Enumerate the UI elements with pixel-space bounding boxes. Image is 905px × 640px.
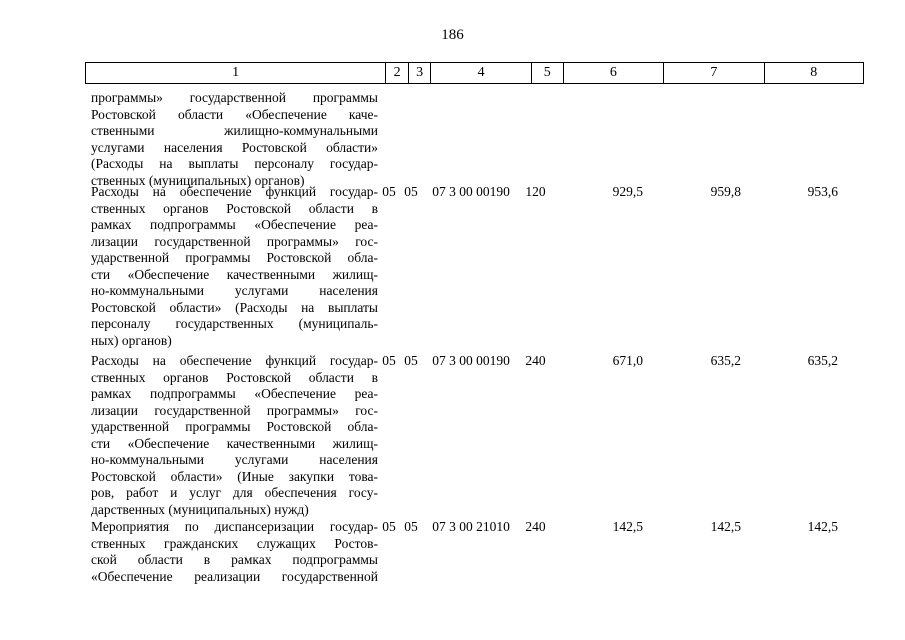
description-line: но-коммунальными услугами населения [91, 283, 378, 298]
description-line: ственных гражданских служащих Ростов- [91, 535, 378, 551]
column-header-7: 7 [664, 63, 764, 84]
description-line: Ростовской области» (Расходы на выплаты [91, 299, 378, 315]
description-line: услугами населения Ростовской области» [91, 139, 378, 155]
column-header-8: 8 [764, 63, 863, 84]
description-line: лизации государственной программы» гос- [91, 233, 378, 249]
cell-target-code: 07 3 00 21010 [432, 519, 510, 534]
description-line: но-коммунальными услугами населения [91, 452, 378, 467]
cell-amount-1: 671,0 [612, 353, 643, 368]
description-line: персоналу государственных (муниципаль- [91, 316, 378, 331]
description-line: Расходы на обеспечение функций государ- [91, 184, 378, 199]
row-description [85, 519, 378, 589]
table-body [85, 90, 864, 589]
cell-expense-type: 120 [525, 184, 546, 199]
column-header-table [85, 62, 864, 84]
description-line: Ростовской области «Обеспечение каче- [91, 106, 378, 122]
description-line: дарственных (муниципальных) нужд) [91, 501, 309, 517]
cell-amount-3: 953,6 [807, 184, 838, 199]
table-row [85, 353, 864, 519]
description-line: Расходы на обеспечение функций государ- [91, 353, 378, 368]
column-header-4: 4 [431, 63, 531, 84]
description-line: Мероприятия по диспансеризации государ- [91, 519, 378, 534]
cell-amount-1: 929,5 [612, 184, 643, 199]
description-line: сти «Обеспечение качественными жилищ- [91, 435, 378, 451]
description-line: (Расходы на выплаты персоналу государ- [91, 156, 378, 171]
description-line: лизации государственной программы» гос- [91, 402, 378, 418]
page-number: 186 [441, 27, 464, 43]
cell-subsection: 05 [404, 519, 418, 534]
description-line: рамках подпрограммы «Обеспечение реа- [91, 386, 378, 401]
cell-amount-1: 142,5 [612, 519, 643, 534]
description-line: ных) органов) [91, 332, 172, 348]
description-line: «Обеспечение реализации государственной [91, 568, 378, 584]
cell-target-code: 07 3 00 00190 [432, 353, 510, 368]
description-line: сти «Обеспечение качественными жилищ- [91, 266, 378, 282]
column-header-5: 5 [531, 63, 563, 84]
cell-amount-2: 635,2 [710, 353, 741, 368]
description-line: ров, работ и услуг для обеспечения госу- [91, 485, 378, 500]
cell-subsection: 05 [404, 184, 418, 199]
cell-amount-2: 959,8 [710, 184, 741, 199]
description-line: ственными жилищно-коммунальными [91, 123, 378, 138]
column-header-1: 1 [86, 63, 386, 84]
description-line: ской области в рамках подпрограммы [91, 552, 378, 567]
description-line: ственных (муниципальных) органов) [91, 172, 305, 188]
column-header-6: 6 [563, 63, 663, 84]
description-line: Ростовской области» (Иные закупки това- [91, 468, 378, 484]
cell-section: 05 [382, 519, 396, 534]
cell-amount-3: 142,5 [807, 519, 838, 534]
description-line: ударственной программы Ростовской обла- [91, 419, 378, 434]
column-header-2: 2 [386, 63, 409, 84]
row-description [85, 184, 378, 353]
table-row [85, 184, 864, 353]
row-description [85, 353, 378, 519]
description-line: ударственной программы Ростовской обла- [91, 250, 378, 265]
column-header-3: 3 [408, 63, 431, 84]
cell-target-code: 07 3 00 00190 [432, 184, 510, 199]
row-description [85, 90, 378, 188]
cell-subsection: 05 [404, 353, 418, 368]
table-row [85, 90, 864, 188]
cell-expense-type: 240 [525, 519, 546, 534]
cell-amount-3: 635,2 [807, 353, 838, 368]
cell-section: 05 [382, 353, 396, 368]
table-row [85, 519, 864, 589]
cell-amount-2: 142,5 [710, 519, 741, 534]
description-line: программы» государственной программы [91, 90, 378, 105]
cell-section: 05 [382, 184, 396, 199]
description-line: ственных органов Ростовской области в [91, 369, 378, 385]
cell-expense-type: 240 [525, 353, 546, 368]
column-header-row [86, 63, 864, 84]
description-line: рамках подпрограммы «Обеспечение реа- [91, 217, 378, 232]
description-line: ственных органов Ростовской области в [91, 200, 378, 216]
